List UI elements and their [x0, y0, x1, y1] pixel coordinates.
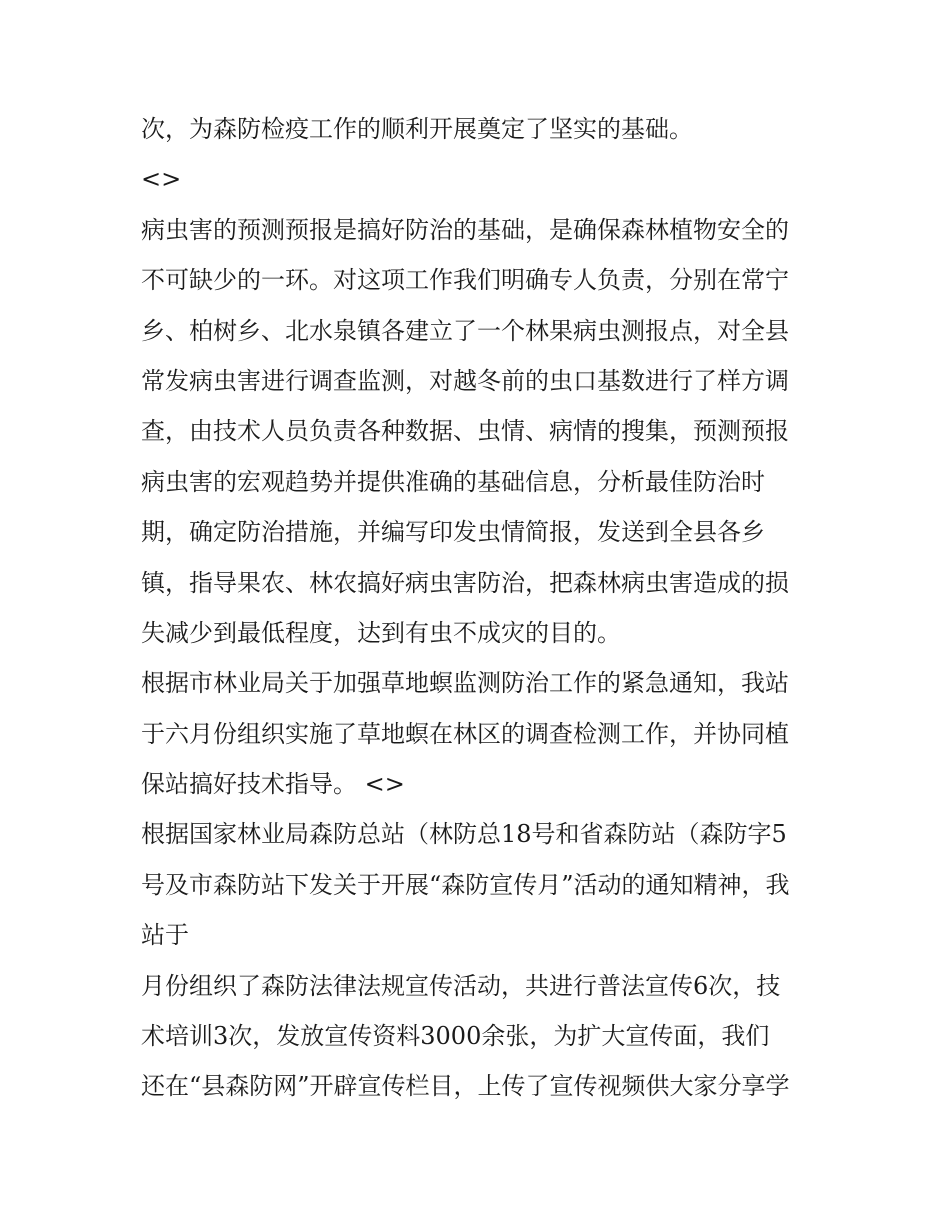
text-line: <> — [141, 165, 182, 194]
text-line: 保站搞好技术指导。 <> — [141, 770, 405, 799]
text-line: 次，为森防检疫工作的顺利开展奠定了坚实的基础。 — [141, 115, 693, 143]
text-line: 期，确定防治措施，并编写印发虫情简报，发送到全县各乡 — [141, 518, 765, 547]
text-line: 根据市林业局关于加强草地螟监测防治工作的紧急通知，我站 — [141, 669, 789, 698]
text-line: 病虫害的预测预报是搞好防治的基础，是确保森林植物安全的 — [141, 215, 789, 244]
text-line: 还在“县森防网”开辟宣传栏目，上传了宣传视频供大家分享学 — [141, 1072, 790, 1101]
text-line: 术培训3次，发放宣传资料3000余张，为扩大宣传面，我们 — [141, 1022, 770, 1051]
text-line: 根据国家林业局森防总站（林防总18号和省森防站（森防字5 — [141, 820, 787, 849]
text-line: 乡、柏树乡、北水泉镇各建立了一个林果病虫测报点，对全县 — [141, 316, 789, 345]
text-line: 查，由技术人员负责各种数据、虫情、病情的搜集，预测预报 — [141, 417, 789, 446]
body-text — [141, 104, 821, 1112]
text-line: 月份组织了森防法律法规宣传活动，共进行普法宣传6次，技 — [141, 971, 781, 1000]
text-line: 失减少到最低程度，达到有虫不成灾的目的。 — [141, 618, 621, 647]
text-line: 常发病虫害进行调查监测，对越冬前的虫口基数进行了样方调 — [141, 366, 789, 395]
text-line: 号及市森防站下发关于开展“森防宣传月”活动的通知精神，我 — [141, 870, 790, 899]
text-line: 站于 — [141, 921, 189, 950]
text-line: 病虫害的宏观趋势并提供准确的基础信息，分析最佳防治时 — [141, 467, 765, 496]
text-line: 于六月份组织实施了草地螟在林区的调查检测工作，并协同植 — [141, 719, 789, 748]
text-line: 镇，指导果农、林农搞好病虫害防治，把森林病虫害造成的损 — [141, 568, 789, 597]
text-line: 不可缺少的一环。对这项工作我们明确专人负责，分别在常宁 — [141, 266, 789, 295]
